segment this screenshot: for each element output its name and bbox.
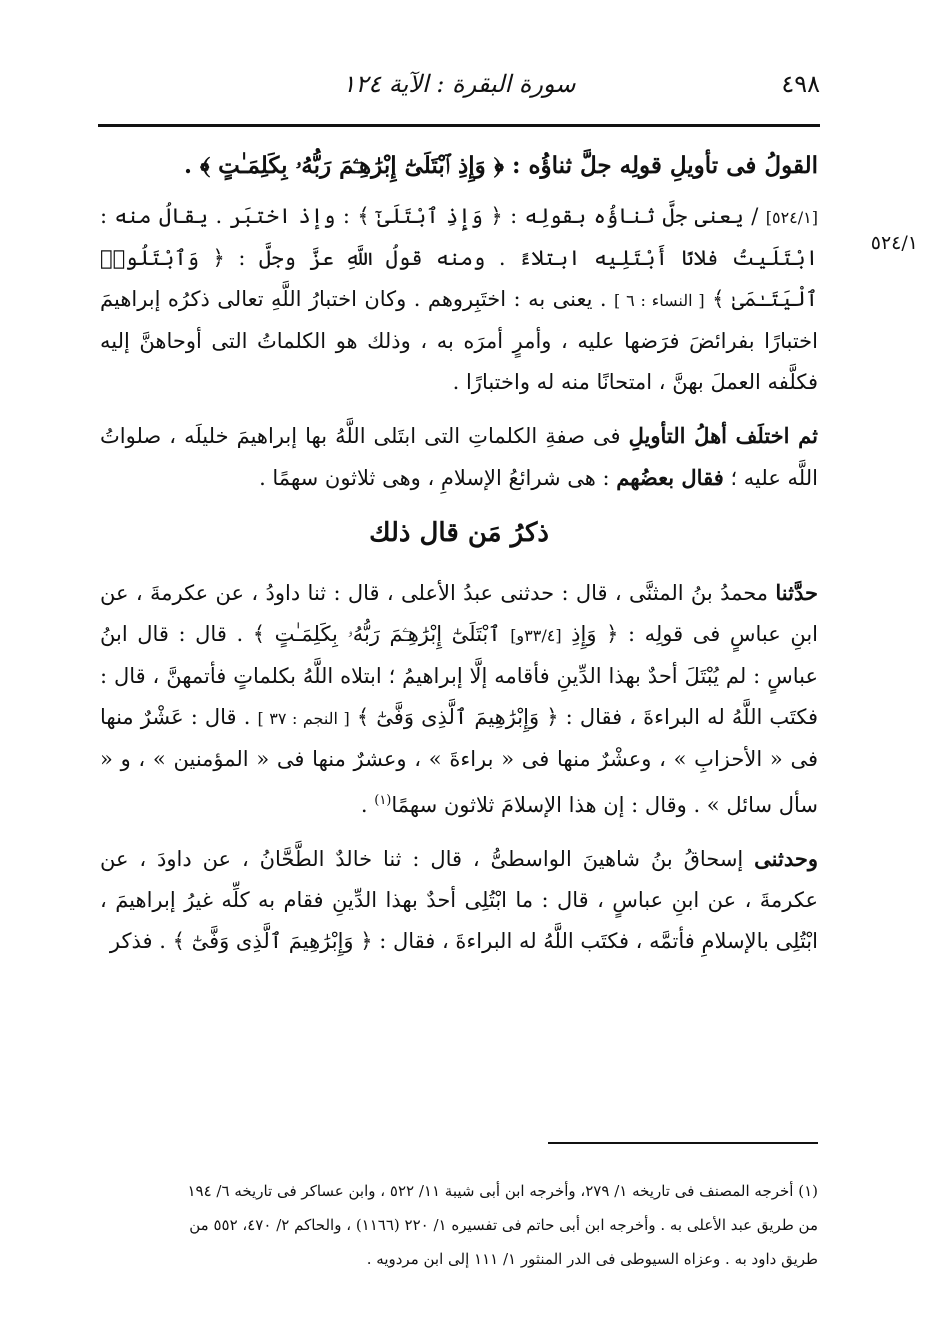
footnote — [100, 1174, 818, 1276]
quran-citation: [ النساء : ٦ ] — [613, 291, 705, 310]
page-number: ٤٩٨ — [781, 70, 820, 98]
running-title: سورة البقرة : الآية ١٢٤ — [342, 70, 576, 98]
paragraph-text: فى صفةِ الكلماتِ التى ابتَلى اللَّهُ بها إبراهيمَ خليلَه ، صلواتُ اللَّه عليه ؛ — [100, 424, 818, 490]
paragraph-text: ٱبْتَلَىٰٓ إِبْرَٰهِـۧمَ رَبُّهُۥ بِكَلِمَـٰتٍ ﴾ . قال : قال ابنُ عباسٍ : لم يُبْتَلَ أحدٌ بهذا الدِّينِ فأقامه إلَّا إبراهيمُ ؛ ابتلاه اللَّهُ بكلماتٍ فأتمهنَّ ، قال : فكتَب اللَّهُ له البراءةَ ، فقال : ﴿ وَإِبْرَٰهِيمَ ٱلَّذِى وَفَّىٰٓ ﴾ — [100, 622, 819, 729]
footnote-line: (١) أخرجه المصنف فى تاريخه ١/ ٢٧٩، وأخرجه ابن أبى شيبة ١١/ ٥٢٢ ، وابن عساكر فى تاريخه ٦/ ١٩٤ — [187, 1182, 818, 1200]
narration-2 — [100, 838, 818, 962]
paragraph-text: / يعنى جلَّ ثناؤُه بقولِه : ﴿ وَإِذِ ٱبْتَلَىٰٓ ﴾ : وإذ اختبَر . يقالُ منه : ابْتَلَيتُ فلانًا أَبْتَلِيه ابتلاءً . ومنه قولُ اللَّهِ عزَّ وجلَّ : ﴿ وَٱبْتَلُوا۟ ٱلْيَتَـٰمَىٰ ﴾ — [100, 204, 818, 311]
manuscript-ref: [٣٣/٤و] — [510, 626, 562, 645]
paragraph-text: محمدُ بنُ المثنَّى ، قال : حدثنى عبدُ الأعلى ، قال : ثنا داودُ ، عن عكرمةَ ، عن ابنِ عباسٍ فى قولِه : ﴿ وَإِذِ — [100, 581, 819, 646]
paragraph-disagreement — [100, 415, 818, 499]
margin-reference: ٥٢٤/١ — [870, 232, 918, 254]
narration-1 — [100, 572, 818, 826]
footnote-rule — [548, 1142, 818, 1144]
footnote-line: طريق داود به . وعزاه السيوطى فى الدر المنثور ١/ ١١١ إلى ابن مردويه . — [366, 1250, 818, 1268]
lead-phrase: فقال بعضُهم — [616, 465, 724, 490]
footnote-line: من طريق عبد الأعلى به . وأخرجه ابن أبى حاتم فى تفسيره ١/ ٢٢٠ (١١٦٦) ، والحاكم ٢/ ٤٧٠، ٥٥٢ من — [189, 1216, 818, 1234]
paragraph-text: : هى شرائعُ الإسلامِ ، وهى ثلاثون سهمًا . — [259, 466, 610, 490]
paragraph-definition — [100, 196, 818, 403]
paragraph-text: إسحاقُ بنُ شاهينَ الواسطىُّ ، قال : ثنا خالدٌ الطَّحَّانُ ، عن داودَ ، عن عكرمةَ ، عن ابنِ عباسٍ ، قال : ما ابْتُلِى أحدٌ بهذا الدِّينِ فقام به كلِّه غيرُ إبراهيمَ ، ابْتُلِى بالإسلامِ فأتمَّه ، فكتَب اللَّهُ له البراءةَ ، فقال : ﴿ وَإِبْرَٰهِيمَ ٱلَّذِى وَفَّىٰٓ ﴾ . فذكر — [100, 847, 818, 953]
section-heading: القولُ فى تأويلِ قولِه جلَّ ثناؤُه : ﴿ وَإِذِ ٱبْتَلَىٰٓ إِبْرَٰهِـۧمَ رَبُّهُۥ بِكَلِمَـٰتٍ ﴾ . — [183, 152, 818, 179]
paragraph-text: . يعنى به : اختَبِروهم . وكان اختبارُ اللَّهِ تعالى ذكرُه إبراهيمَ اختبارًا بفرائضَ فرَضها عليه ، وأمرٍ أمرَه به ، وذلك هو الكلماتُ التى أوحاهنَّ إليه فكلَّفه العملَ بهنَّ ، امتحانًا منه له واختبارًا . — [100, 287, 818, 394]
lead-phrase: حدَّثنا — [775, 580, 818, 605]
quran-citation: [ النجم : ٣٧ ] — [257, 709, 350, 728]
lead-phrase: ثم اختلَف أهلُ التأويلِ — [628, 423, 818, 448]
lead-phrase: وحدثنى — [754, 846, 818, 871]
footnote-marker: (١) — [374, 793, 392, 808]
volume-ref: [٥٢٤/١] — [765, 208, 818, 227]
paragraph-end: . — [360, 793, 368, 817]
sub-heading: ذكرُ مَن قال ذلك — [369, 518, 549, 548]
main-text — [100, 145, 818, 962]
header-rule — [98, 124, 820, 127]
paragraph-text: . قال : عَشْرٌ منها فى « الأحزابِ » ، وعشْرٌ منها فى « براءةَ » ، وعشرٌ منها فى « المؤمنين » ، و « سأل سائل » . وقال : إن هذا الإسلامَ ثلاثون سهمًا — [100, 705, 818, 817]
page-header — [98, 62, 820, 112]
